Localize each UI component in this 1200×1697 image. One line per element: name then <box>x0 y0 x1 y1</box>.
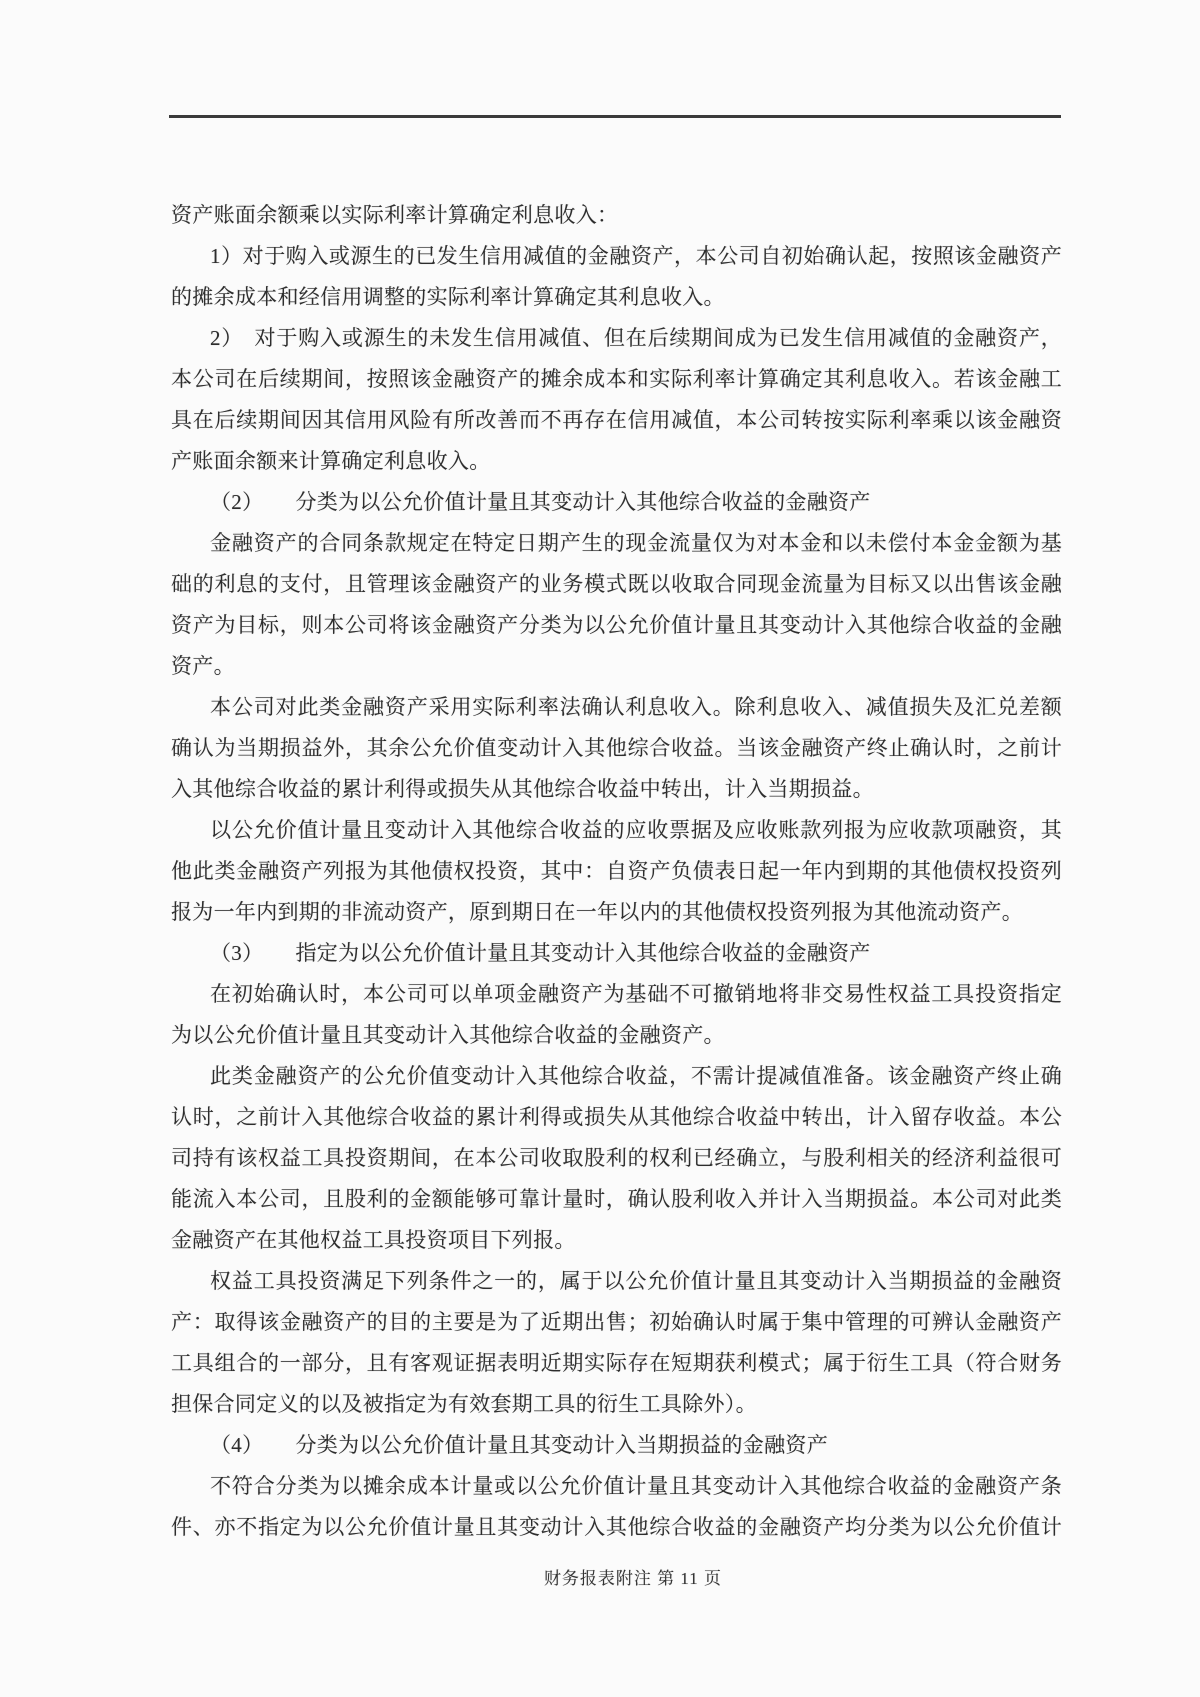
text-line: 为以公允价值计量且其变动计入其他综合收益的金融资产。 <box>171 1023 725 1047</box>
page-footer: 财务报表附注 第 11 页 <box>543 1569 723 1588</box>
text-line: 2） 对于购入或源生的未发生信用减值、但在后续期间成为已发生信用减值的金融资产， <box>210 326 1062 350</box>
text-line: 确认为当期损益外，其余公允价值变动计入其他综合收益。当该金融资产终止确认时，之前计 <box>171 736 1062 760</box>
text-line: （4） 分类为以公允价值计量且其变动计入当期损益的金融资产 <box>210 1433 828 1457</box>
text-line: （2） 分类为以公允价值计量且其变动计入其他综合收益的金融资产 <box>210 490 871 514</box>
text-line: 他此类金融资产列报为其他债权投资，其中：自资产负债表日起一年内到期的其他债权投资列 <box>171 859 1062 883</box>
text-line: 以公允价值计量且变动计入其他综合收益的应收票据及应收账款列报为应收款项融资，其 <box>210 818 1062 842</box>
text-line: 在初始确认时，本公司可以单项金融资产为基础不可撤销地将非交易性权益工具投资指定 <box>210 982 1062 1006</box>
text-line: 入其他综合收益的累计利得或损失从其他综合收益中转出，计入当期损益。 <box>171 777 874 801</box>
text-line: 权益工具投资满足下列条件之一的，属于以公允价值计量且其变动计入当期损益的金融资 <box>210 1269 1062 1293</box>
text-line: 的摊余成本和经信用调整的实际利率计算确定其利息收入。 <box>171 285 725 309</box>
text-line: 本公司在后续期间，按照该金融资产的摊余成本和实际利率计算确定其利息收入。若该金融工 <box>171 367 1062 391</box>
document-body <box>171 195 1062 1548</box>
text-line: 此类金融资产的公允价值变动计入其他综合收益，不需计提减值准备。该金融资产终止确 <box>210 1064 1062 1088</box>
text-line: 工具组合的一部分，且有客观证据表明近期实际存在短期获利模式；属于衍生工具（符合财务 <box>171 1351 1062 1375</box>
text-line: 件、亦不指定为以公允价值计量且其变动计入其他综合收益的金融资产均分类为以公允价值计 <box>171 1515 1062 1539</box>
text-line: 金融资产的合同条款规定在特定日期产生的现金流量仅为对本金和以未偿付本金金额为基 <box>210 531 1062 555</box>
text-line: 产账面余额来计算确定利息收入。 <box>171 449 491 473</box>
text-line: 认时，之前计入其他综合收益的累计利得或损失从其他综合收益中转出，计入留存收益。本公 <box>171 1105 1062 1129</box>
text-line: 产：取得该金融资产的目的主要是为了近期出售；初始确认时属于集中管理的可辨认金融资产 <box>171 1310 1062 1334</box>
header-rule <box>169 115 1061 118</box>
text-line: 担保合同定义的以及被指定为有效套期工具的衍生工具除外）。 <box>171 1392 757 1416</box>
text-line: 司持有该权益工具投资期间，在本公司收取股利的权利已经确立，与股利相关的经济利益很可 <box>171 1146 1062 1170</box>
text-line: 金融资产在其他权益工具投资项目下列报。 <box>171 1228 576 1252</box>
text-line: 资产。 <box>171 654 235 678</box>
text-line: 具在后续期间因其信用风险有所改善而不再存在信用减值，本公司转按实际利率乘以该金融资 <box>171 408 1062 432</box>
text-line: 本公司对此类金融资产采用实际利率法确认利息收入。除利息收入、减值损失及汇兑差额 <box>210 695 1062 719</box>
text-line: 资产账面余额乘以实际利率计算确定利息收入： <box>171 203 619 227</box>
text-line: 报为一年内到期的非流动资产，原到期日在一年以内的其他债权投资列报为其他流动资产。 <box>171 900 1023 924</box>
text-line: 能流入本公司，且股利的金额能够可靠计量时，确认股利收入并计入当期损益。本公司对此类 <box>171 1187 1062 1211</box>
text-line: 1）对于购入或源生的已发生信用减值的金融资产，本公司自初始确认起，按照该金融资产 <box>210 244 1062 268</box>
text-line: 不符合分类为以摊余成本计量或以公允价值计量且其变动计入其他综合收益的金融资产条 <box>210 1474 1062 1498</box>
text-line: 础的利息的支付，且管理该金融资产的业务模式既以收取合同现金流量为目标又以出售该金融 <box>171 572 1062 596</box>
text-line: 资产为目标，则本公司将该金融资产分类为以公允价值计量且其变动计入其他综合收益的金融 <box>171 613 1062 637</box>
text-line: （3） 指定为以公允价值计量且其变动计入其他综合收益的金融资产 <box>210 941 871 965</box>
